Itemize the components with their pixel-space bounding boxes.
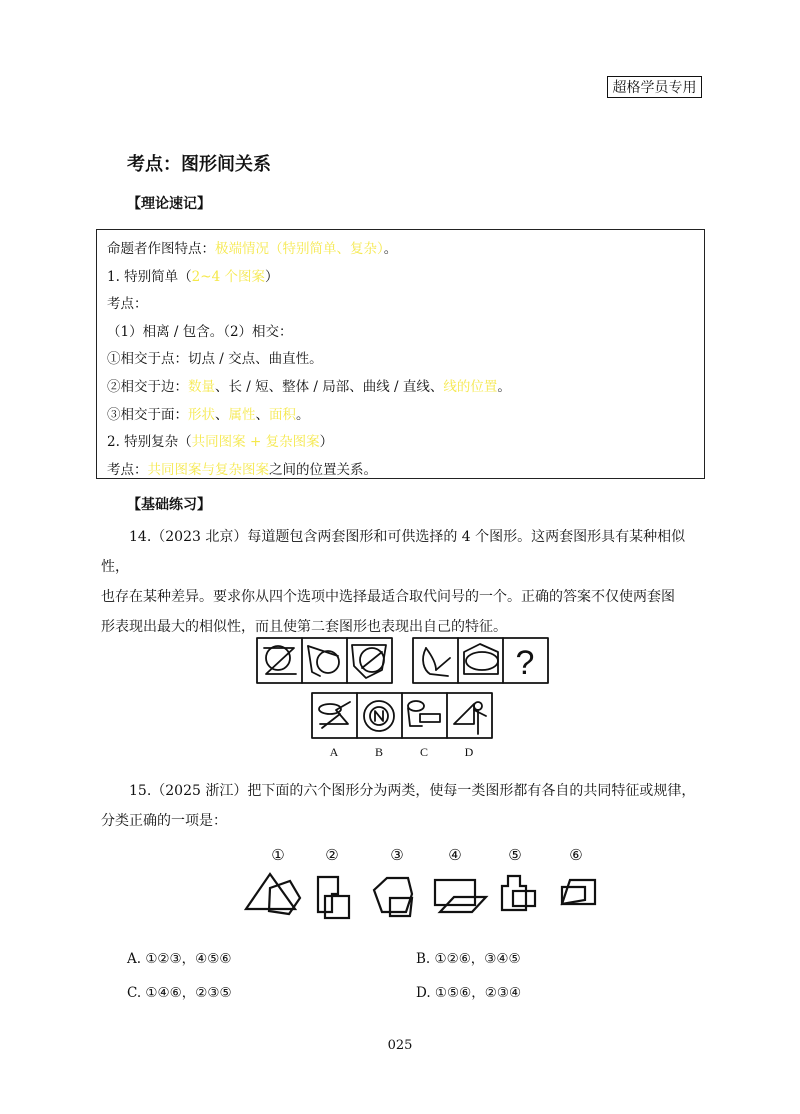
theory-highlight-text: 2~4 个图案 bbox=[191, 268, 265, 285]
theory-highlight-text: 极端情况（特别简单、复杂） bbox=[215, 241, 384, 257]
theory-text: 之间的位置关系。 bbox=[269, 461, 377, 478]
q15-figure-1 bbox=[246, 874, 300, 914]
theory-heading: 【理论速记】 bbox=[127, 196, 211, 212]
theory-highlight-text: 属性 bbox=[228, 406, 256, 423]
theory-line bbox=[107, 264, 704, 292]
q15-label-2: ② bbox=[325, 846, 339, 864]
theory-highlight-text: 数量 bbox=[188, 378, 215, 395]
theory-text: 、 bbox=[255, 406, 269, 423]
q15-figure-6 bbox=[562, 880, 595, 904]
theory-text: 、长 / 短、整体 / 局部、曲线 / 直线、 bbox=[215, 378, 444, 395]
theory-text: 。 bbox=[296, 406, 310, 423]
q14-line-3: 形表现出最大的相似性，而且使第二套图形也表现出自己的特征。 bbox=[101, 619, 507, 635]
q15-label-6: ⑥ bbox=[569, 846, 583, 864]
q14-option-c-figure bbox=[408, 701, 440, 726]
q15-label-4: ④ bbox=[448, 846, 462, 864]
theory-line bbox=[107, 319, 704, 347]
theory-text: ②相交于边： bbox=[107, 378, 188, 395]
q14-set1-figure-3 bbox=[352, 645, 386, 678]
q15-figure-3 bbox=[374, 878, 412, 916]
q14-set2-figure-1 bbox=[423, 648, 450, 676]
student-only-badge: 超格学员专用 bbox=[607, 76, 702, 98]
q15-label-3: ③ bbox=[390, 846, 404, 864]
q14-line-2: 也存在某种差异。要求你从四个选项中选择最适合取代问号的一个。正确的答案不仅使两套图 bbox=[101, 589, 675, 605]
q14-option-label-d: D bbox=[464, 745, 474, 759]
q15-option-b[interactable]: B. ①②⑥，③④⑤ bbox=[416, 951, 521, 967]
theory-text: 考点： bbox=[107, 461, 148, 478]
theory-box bbox=[96, 229, 705, 479]
q14-option-label-a: A bbox=[329, 745, 339, 759]
theory-line bbox=[107, 457, 704, 485]
q15-label-1: ① bbox=[271, 846, 285, 864]
q14-question-mark: ? bbox=[515, 644, 535, 682]
theory-line bbox=[107, 236, 704, 264]
theory-line bbox=[107, 402, 704, 430]
question-15-text bbox=[101, 776, 713, 836]
theory-highlight-text: 共同图案与复杂图案 bbox=[147, 461, 269, 478]
theory-text: 1. 特别简单（ bbox=[107, 268, 192, 285]
theory-highlight-text: 线的位置 bbox=[443, 378, 498, 395]
theory-line bbox=[107, 374, 704, 402]
theory-text: 命题者作图特点： bbox=[107, 241, 215, 257]
theory-text: 2. 特别复杂（ bbox=[107, 434, 192, 451]
theory-lines bbox=[107, 236, 704, 484]
q14-set2-figure-2 bbox=[464, 644, 498, 674]
theory-text: ①相交于点：切点 / 交点、曲直性。 bbox=[107, 351, 323, 368]
q15-option-c[interactable]: C. ①④⑥，②③⑤ bbox=[127, 985, 232, 1001]
q15-option-d[interactable]: D. ①⑤⑥，②③④ bbox=[416, 985, 522, 1001]
q15-figure-2 bbox=[318, 877, 349, 918]
q15-figure-5 bbox=[502, 876, 535, 910]
theory-text: ） bbox=[319, 434, 334, 451]
theory-line bbox=[107, 291, 704, 319]
theory-highlight-text: 共同图案 + 复杂图案 bbox=[191, 434, 320, 451]
theory-text: 。 bbox=[383, 241, 398, 257]
q14-option-a-figure bbox=[319, 702, 350, 728]
theory-line bbox=[107, 346, 704, 374]
q14-figure bbox=[250, 630, 560, 765]
q15-line-1: 15.（2025 浙江）把下面的六个图形分为两类，使每一类图形都有各自的共同特征或规律， bbox=[129, 783, 696, 799]
theory-text: ③相交于面： bbox=[107, 406, 188, 423]
q14-line-1: 14.（2023 北京）每道题包含两套图形和可供选择的 4 个图形。这两套图形具有某种相似性， bbox=[101, 529, 686, 575]
page-number: 025 bbox=[387, 1038, 413, 1053]
practice-heading: 【基础练习】 bbox=[127, 497, 211, 513]
q14-option-label-c: C bbox=[419, 745, 429, 759]
q14-set1-figure-2 bbox=[308, 646, 339, 676]
theory-text: 、 bbox=[215, 406, 229, 423]
theory-line bbox=[107, 429, 704, 457]
theory-text: 考点： bbox=[107, 296, 148, 313]
q14-option-b-figure bbox=[364, 701, 394, 731]
q14-option-label-b: B bbox=[374, 745, 384, 759]
theory-highlight-text: 面积 bbox=[269, 406, 296, 423]
theory-highlight-text: 形状 bbox=[188, 406, 215, 423]
q14-set1-figure-1 bbox=[264, 646, 296, 674]
q15-figure-4 bbox=[435, 880, 486, 912]
theory-text: ） bbox=[264, 268, 279, 285]
section-title: 考点：图形间关系 bbox=[127, 154, 271, 175]
q15-option-a[interactable]: A. ①②③，④⑤⑥ bbox=[127, 951, 232, 967]
q15-figure bbox=[240, 842, 610, 927]
theory-text: （1）相离 / 包含。（2）相交： bbox=[107, 323, 293, 340]
q15-label-5: ⑤ bbox=[508, 846, 522, 864]
q14-option-d-figure bbox=[454, 702, 486, 734]
question-14-text bbox=[101, 522, 713, 642]
q15-line-2: 分类正确的一项是： bbox=[101, 813, 227, 829]
theory-text: 。 bbox=[497, 378, 511, 395]
